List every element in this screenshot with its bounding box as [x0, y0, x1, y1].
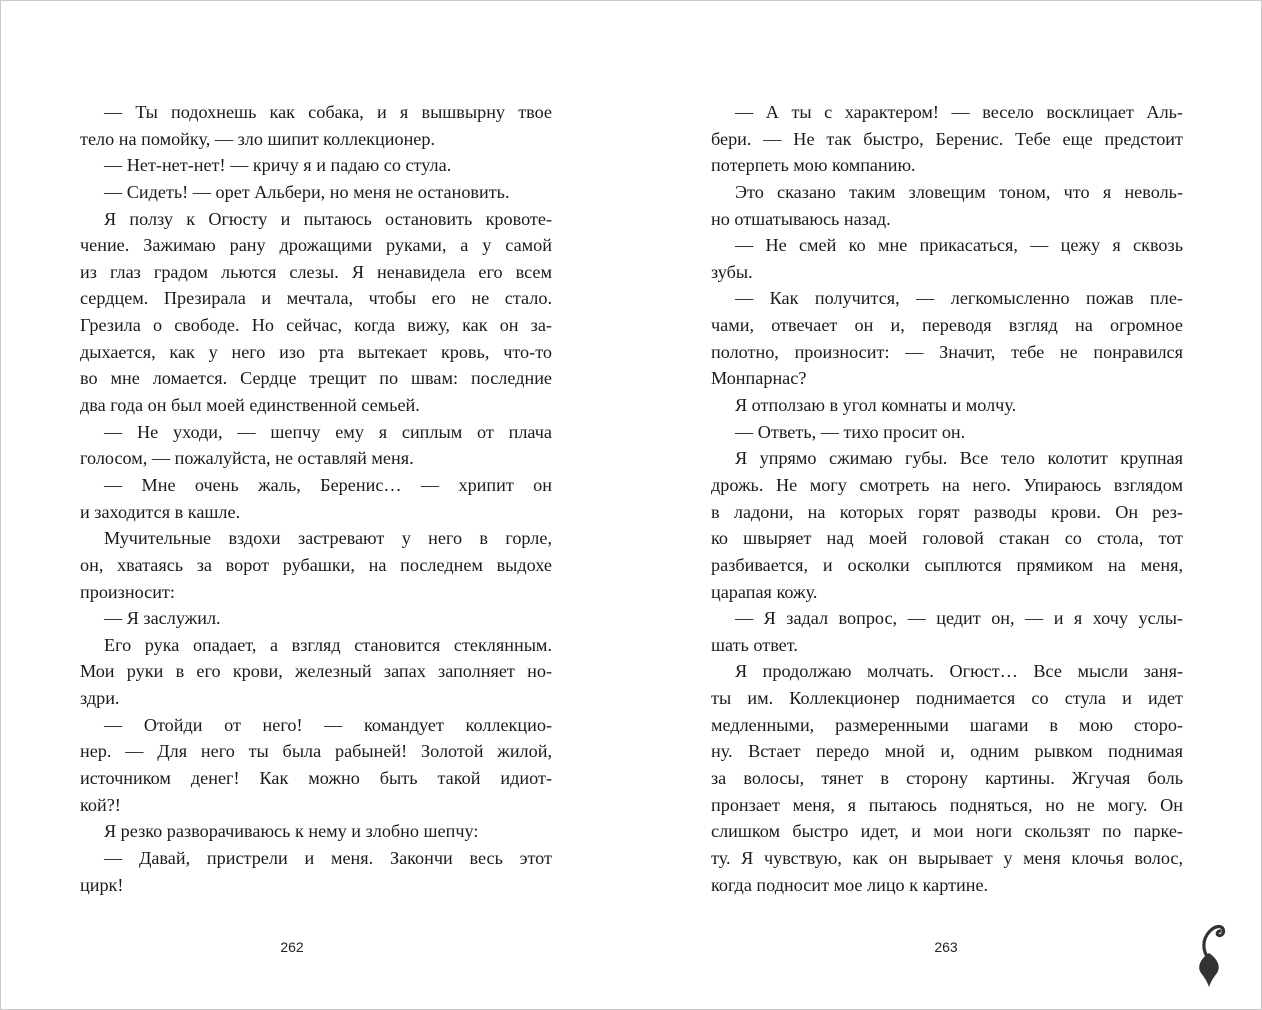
text-line: два года он был моей единственной семьей.	[80, 395, 420, 416]
right-page-text	[711, 99, 1183, 898]
text-line: Я отползаю в угол комнаты и молчу.	[735, 395, 1017, 416]
text-line: но отшатываюсь назад.	[711, 208, 891, 229]
text-line: — Ты подохнешь как собака, и я вышвырну твое	[104, 102, 552, 122]
text-line: чение. Зажимаю рану дрожащими руками, а у самой	[80, 235, 552, 256]
text-line: Это сказано таким зловещим тоном, что я неволь-	[735, 181, 1183, 202]
text-line: нер. — Для него ты была рабыней! Золотой жилой,	[80, 741, 552, 762]
text-line: зубы.	[711, 261, 753, 282]
text-line: Грезила о свободе. Но сейчас, когда вижу, как он за-	[80, 315, 552, 336]
text-line: — Нет-нет-нет! — кричу я и падаю со стула.	[104, 155, 452, 176]
text-line: кой?!	[80, 794, 121, 815]
right-page-number: 263	[934, 939, 958, 955]
text-line: сердцем. Презирала и мечтала, чтобы его не стало.	[80, 288, 552, 309]
text-line: дыхается, как у него изо рта вытекает кровь, что-то	[80, 341, 552, 362]
text-line: — Как получится, — легкомысленно пожав пле-	[735, 288, 1183, 309]
text-line: чами, отвечает он и, переводя взгляд на огромное	[711, 315, 1183, 336]
text-line: Его рука опадает, а взгляд становится стеклянным.	[104, 634, 552, 655]
text-line: он, хватаясь за ворот рубашки, на последнем выдохе	[80, 554, 552, 575]
text-line: пронзает меня, я пытаюсь подняться, но не могу. Он	[711, 794, 1183, 815]
text-line: ту. Я чувствую, как он вырывает у меня клочья волос,	[711, 847, 1183, 868]
left-page-number: 262	[280, 939, 304, 955]
text-line: полотно, произносит: — Значит, тебе не понравился	[711, 341, 1183, 362]
text-line: Я ползу к Огюсту и пытаюсь остановить кровоте-	[104, 208, 552, 229]
text-line: Монпарнас?	[711, 368, 807, 389]
text-line: Я продолжаю молчать. Огюст… Все мысли заня-	[735, 661, 1183, 682]
text-line: Я резко разворачиваюсь к нему и злобно шепчу:	[104, 821, 479, 842]
text-line: за волосы, тянет в сторону картины. Жгучая боль	[711, 768, 1183, 789]
ink-drop-hook-icon	[1188, 919, 1230, 989]
text-line: ну. Встает передо мной и, одним рывком поднимая	[711, 741, 1183, 762]
text-line: царапая кожу.	[711, 581, 818, 602]
text-line: — Отойди от него! — командует коллекцио-	[104, 714, 552, 735]
text-line: во мне ломается. Сердце трещит по швам: последние	[80, 368, 552, 389]
text-line: медленными, размеренными шагами в мою сторо-	[711, 714, 1183, 735]
text-line: здри.	[80, 688, 120, 709]
text-line: дрожь. Не могу смотреть на него. Упираюсь взглядом	[711, 474, 1183, 495]
text-line: в ладони, на которых горят разводы крови. Он рез-	[711, 501, 1183, 522]
text-line: — Давай, пристрели и меня. Закончи весь этот	[104, 847, 552, 868]
left-page-text	[80, 99, 552, 898]
text-line: и заходится в кашле.	[80, 501, 241, 522]
text-line: разбивается, и осколки сыплются прямиком на меня,	[711, 554, 1183, 575]
text-line: цирк!	[80, 874, 124, 895]
text-line: источником денег! Как можно быть такой идиот-	[80, 768, 552, 789]
text-line: тело на помойку, — зло шипит коллекционер.	[80, 128, 436, 149]
text-line: когда подносит мое лицо к картине.	[711, 874, 989, 895]
text-line: — Я заслужил.	[104, 608, 221, 629]
text-line: Мои руки в его крови, железный запах заполняет но-	[80, 661, 552, 682]
text-line: ты им. Коллекционер поднимается со стула и идет	[711, 688, 1183, 709]
text-line: ко швыряет над моей головой стакан со стола, тот	[711, 528, 1183, 549]
text-line: шать ответ.	[711, 634, 798, 655]
text-line: — Ответь, — тихо просит он.	[735, 421, 966, 442]
text-line: — Я задал вопрос, — цедит он, — и я хочу услы-	[735, 608, 1183, 629]
text-line: произносит:	[80, 581, 175, 602]
text-line: — Не смей ко мне прикасаться, — цежу я сквозь	[735, 235, 1183, 256]
text-line: слишком быстро идет, и мои ноги скользят по парке-	[711, 821, 1183, 842]
text-line: — Мне очень жаль, Беренис… — хрипит он	[104, 474, 552, 495]
text-line: — Не уходи, — шепчу ему я сиплым от плача	[104, 421, 552, 442]
text-line: — А ты с характером! — весело восклицает Аль-	[735, 102, 1183, 122]
text-line: Мучительные вздохи застревают у него в горле,	[104, 528, 552, 549]
text-line: — Сидеть! — орет Альбери, но меня не остановить.	[104, 181, 510, 202]
text-line: бери. — Не так быстро, Беренис. Тебе еще предстоит	[711, 128, 1183, 149]
text-line: голосом, — пожалуйста, не оставляй меня.	[80, 448, 414, 469]
text-line: из глаз градом льются слезы. Я ненавидела его всем	[80, 261, 552, 282]
text-line: потерпеть мою компанию.	[711, 155, 916, 176]
text-line: Я упрямо сжимаю губы. Все тело колотит крупная	[735, 448, 1183, 469]
